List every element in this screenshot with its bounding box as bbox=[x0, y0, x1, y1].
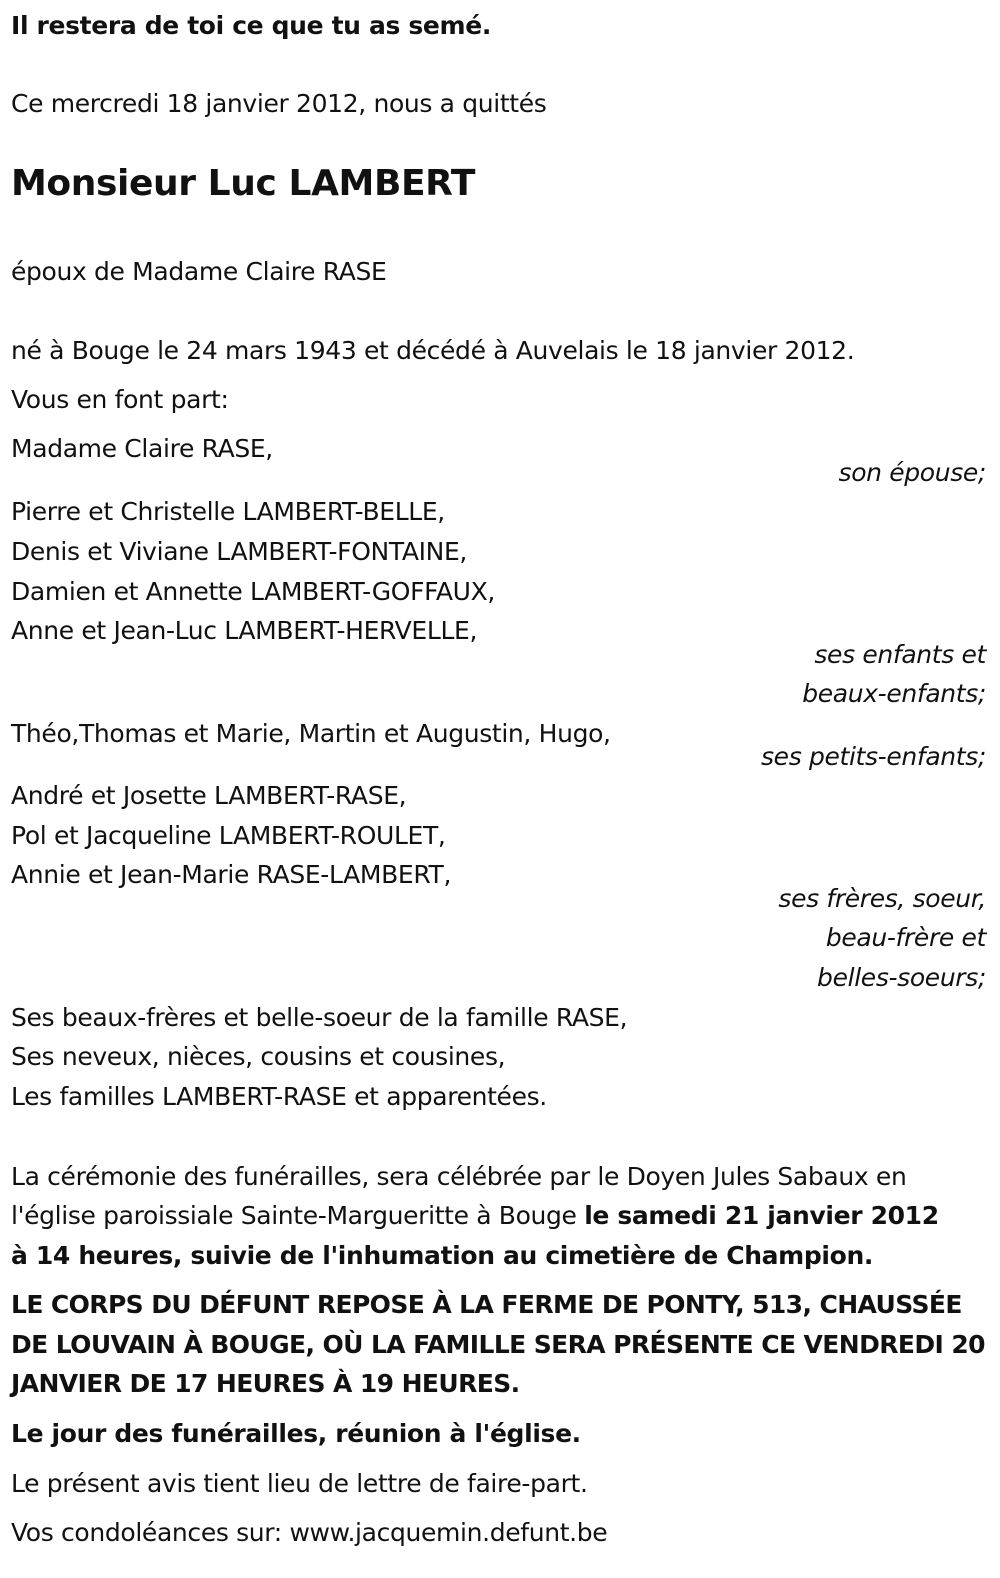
family-siblings-relation: belles-soeurs; bbox=[817, 963, 986, 992]
ceremony-date: le samedi 21 janvier 2012 bbox=[584, 1201, 939, 1230]
family-siblings-relation: beau-frère et bbox=[825, 923, 986, 952]
family-grandchildren-names: Théo,Thomas et Marie, Martin et Augustin, Hugo, bbox=[11, 719, 611, 748]
family-child-name: Damien et Annette LAMBERT-GOFFAUX, bbox=[11, 577, 495, 606]
condolences-line bbox=[11, 1517, 607, 1549]
condolences-link[interactable]: www.jacquemin.defunt.be bbox=[289, 1518, 608, 1547]
family-child-name: Pierre et Christelle LAMBERT-BELLE, bbox=[11, 497, 445, 526]
visitation-line: DE LOUVAIN À BOUGE, OÙ LA FAMILLE SERA PRÉSENTE CE VENDREDI 20 bbox=[11, 1330, 985, 1359]
announce-line: Vous en font part: bbox=[11, 385, 229, 414]
family-child-name: Denis et Viviane LAMBERT-FONTAINE, bbox=[11, 537, 468, 566]
epigraph: Il restera de toi ce que tu as semé. bbox=[11, 11, 491, 40]
family-others-line: Les familles LAMBERT-RASE et apparentées. bbox=[11, 1082, 547, 1111]
family-spouse-name: Madame Claire RASE, bbox=[11, 434, 273, 463]
notice-line: Le présent avis tient lieu de lettre de faire-part. bbox=[11, 1469, 588, 1498]
ceremony-line: La cérémonie des funérailles, sera célébrée par le Doyen Jules Sabaux en bbox=[11, 1162, 907, 1191]
family-spouse-relation: son épouse; bbox=[838, 458, 986, 487]
ceremony-line bbox=[11, 1200, 939, 1232]
family-child-name: Anne et Jean-Luc LAMBERT-HERVELLE, bbox=[11, 616, 478, 645]
family-grandchildren-relation: ses petits-enfants; bbox=[760, 742, 986, 771]
ceremony-place: l'église paroissiale Sainte-Margueritte à Bouge bbox=[11, 1201, 585, 1230]
family-sibling-name: Pol et Jacqueline LAMBERT-ROULET, bbox=[11, 821, 446, 850]
family-sibling-name: André et Josette LAMBERT-RASE, bbox=[11, 781, 407, 810]
deceased-name: Monsieur Luc LAMBERT bbox=[11, 163, 476, 204]
family-siblings-relation: ses frères, soeur, bbox=[778, 884, 986, 913]
family-others-line: Ses neveux, nièces, cousins et cousines, bbox=[11, 1042, 506, 1071]
condolences-prefix: Vos condoléances sur: bbox=[11, 1518, 290, 1547]
intro-line: Ce mercredi 18 janvier 2012, nous a quittés bbox=[11, 89, 547, 118]
family-others-line: Ses beaux-frères et belle-soeur de la famille RASE, bbox=[11, 1003, 628, 1032]
spouse-line: époux de Madame Claire RASE bbox=[11, 257, 387, 286]
meeting-line: Le jour des funérailles, réunion à l'église. bbox=[11, 1419, 581, 1448]
visitation-line: JANVIER DE 17 HEURES À 19 HEURES. bbox=[11, 1369, 520, 1398]
family-children-relation: ses enfants et bbox=[814, 640, 986, 669]
family-sibling-name: Annie et Jean-Marie RASE-LAMBERT, bbox=[11, 860, 452, 889]
visitation-line: LE CORPS DU DÉFUNT REPOSE À LA FERME DE PONTY, 513, CHAUSSÉE bbox=[11, 1290, 962, 1319]
birth-death-line: né à Bouge le 24 mars 1943 et décédé à Auvelais le 18 janvier 2012. bbox=[11, 336, 855, 365]
ceremony-time: à 14 heures, suivie de l'inhumation au cimetière de Champion. bbox=[11, 1241, 874, 1270]
family-children-relation: beaux-enfants; bbox=[802, 679, 986, 708]
